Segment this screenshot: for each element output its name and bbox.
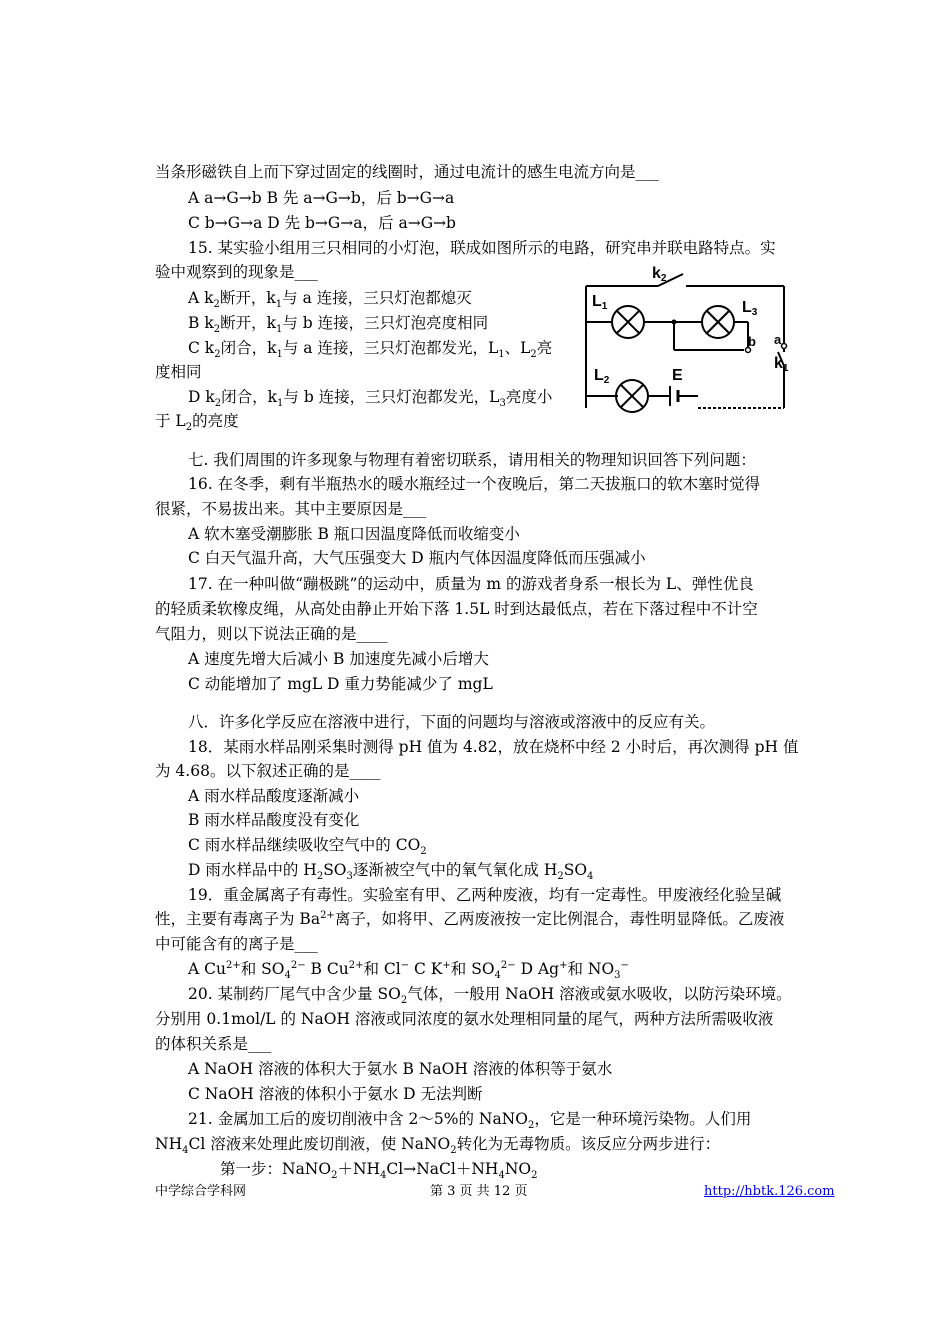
- q15-option-b: B $k_2$断开，$k_1$与 b 连接，三只灯泡亮度相同: [188, 314, 489, 336]
- q16-stem-line2: 很紧，不易拔出来。其中主要原因是___: [155, 500, 427, 518]
- q17-options-cd: C 动能增加了 mgL D 重力势能减少了 mgL: [188, 675, 493, 693]
- q21-stem-line1: 21. 金属加工后的废切削液中含 2～5%的 NaNO$_2$，它是一种环境污染物。人们用: [188, 1110, 752, 1132]
- q20-stem-line3: 的体积关系是___: [155, 1035, 272, 1053]
- q16-stem-line1: 16. 在冬季，剩有半瓶热水的暖水瓶经过一个夜晚后，第二天拔瓶口的软木塞时觉得: [188, 475, 761, 493]
- q19-stem-line2: 性，主要有毒离子为 $Ba^{2+}$离子，如将甲、乙两废液按一定比例混合，毒性明显降低。乙废液: [155, 909, 785, 928]
- q16-options-ab: A 软木塞受潮膨胀 B 瓶口因温度降低而收缩变小: [188, 525, 520, 543]
- label-L1: L1: [592, 293, 608, 312]
- q16-options-cd: C 白天气温升高，大气压强变大 D 瓶内气体因温度降低而压强减小: [188, 549, 646, 567]
- q15-option-a: A $k_2$断开，$k_1$与 a 连接，三只灯泡都熄灭: [188, 289, 472, 311]
- footer-url-link[interactable]: http://hbtk.126.com: [704, 1184, 835, 1199]
- q18-stem-line2: 为 4.68。以下叙述正确的是____: [155, 762, 381, 780]
- label-L2: L2: [594, 367, 610, 386]
- q20-stem-line2: 分别用 0.1mol/L 的 NaOH 溶液或同浓度的氨水处理相同量的尾气，两种方法所需吸收液: [155, 1010, 774, 1028]
- q18-stem-line1: 18．某雨水样品刚采集时测得 pH 值为 4.82，放在烧杯中经 2 小时后，再次测得 pH 值: [188, 738, 799, 756]
- q18-option-d: D 雨水样品中的 $H_2SO_3$逐渐被空气中的氧气氧化成 $H_2SO_4$: [188, 861, 594, 883]
- q14-stem-tail: 当条形磁铁自上而下穿过固定的线圈时，通过电流计的感生电流方向是___: [155, 163, 659, 181]
- q17-options-ab: A 速度先增大后减小 B 加速度先减小后增大: [188, 650, 489, 668]
- footer-site-name: 中学综合学科网: [155, 1184, 247, 1199]
- q15-option-c-cont: 度相同: [155, 363, 202, 381]
- label-b: b: [748, 334, 756, 349]
- label-L3: L3: [742, 299, 758, 318]
- q15-stem-line2: 验中观察到的现象是___: [155, 263, 318, 281]
- q20-options-cd: C NaOH 溶液的体积小于氨水 D 无法判断: [188, 1085, 483, 1103]
- q14-options-ab: A a→G→b B 先 a→G→b，后 b→G→a: [188, 189, 455, 207]
- q19-stem-line3: 中可能含有的离子是___: [155, 935, 318, 953]
- q17-stem-line3: 气阻力，则以下说法正确的是____: [155, 625, 388, 643]
- q17-stem-line2: 的轻质柔软橡皮绳，从高处由静止开始下落 1.5L 时到达最低点，若在下落过程中不计空: [155, 600, 758, 618]
- q21-stem-line2: $NH_4Cl$ 溶液来处理此废切削液，使 NaNO$_2$转化为无毒物质。该反应分两步进行：: [155, 1135, 721, 1157]
- q19-options: A $Cu^{2+}$和 $SO_4^{2-}$ B $Cu^{2+}$和 Cl− C K+和 $SO_4^{2-}$ D Ag+和 $NO_3^-$: [188, 959, 629, 982]
- label-E: E: [672, 367, 683, 384]
- q15-option-d: D $k_2$闭合，$k_1$与 b 连接，三只灯泡都发光，$L_3$亮度小: [188, 388, 553, 410]
- q19-stem-line1: 19．重金属离子有毒性。实验室有甲、乙两种废液，均有一定毒性。甲废液经化验呈碱: [188, 886, 782, 904]
- q15-option-c: C $k_2$闭合，$k_1$与 a 连接，三只灯泡都发光，$L_1$、$L_2$亮: [188, 339, 553, 361]
- section8-heading: 八．许多化学反应在溶液中进行，下面的问题均与溶液或溶液中的反应有关。: [188, 713, 716, 731]
- q15-stem-line1: 15. 某实验小组用三只相同的小灯泡，联成如图所示的电路，研究串并联电路特点。实: [188, 239, 776, 257]
- q15-option-d-cont: 于 $L_2$的亮度: [155, 412, 239, 434]
- q18-option-c: C 雨水样品继续吸收空气中的 $CO_2$: [188, 836, 427, 858]
- section7-heading: 七. 我们周围的许多现象与物理有着密切联系，请用相关的物理知识回答下列问题：: [188, 451, 756, 469]
- q14-options-cd: C b→G→a D 先 b→G→a，后 a→G→b: [188, 214, 456, 232]
- q20-options-ab: A NaOH 溶液的体积大于氨水 B NaOH 溶液的体积等于氨水: [188, 1060, 613, 1078]
- circuit-diagram: [578, 262, 800, 422]
- q20-stem-line1: 20. 某制药厂尾气中含少量 $SO_2$气体，一般用 NaOH 溶液或氨水吸收，以防污染环境。: [188, 985, 792, 1007]
- label-k1: k1: [774, 355, 789, 374]
- q18-option-a: A 雨水样品酸度逐渐减小: [188, 787, 360, 805]
- q17-stem-line1: 17. 在一种叫做“蹦极跳”的运动中，质量为 m 的游戏者身系一根长为 L、弹性优良: [188, 575, 754, 593]
- q18-option-b: B 雨水样品酸度没有变化: [188, 811, 360, 829]
- label-a: a: [774, 332, 782, 347]
- label-k2: k2: [652, 265, 667, 284]
- q21-step1: 第一步：$NaNO_2+NH_4Cl\to NaCl+NH_4NO_2$: [220, 1160, 538, 1182]
- footer-page-number: 第 3 页 共 12 页: [430, 1184, 528, 1199]
